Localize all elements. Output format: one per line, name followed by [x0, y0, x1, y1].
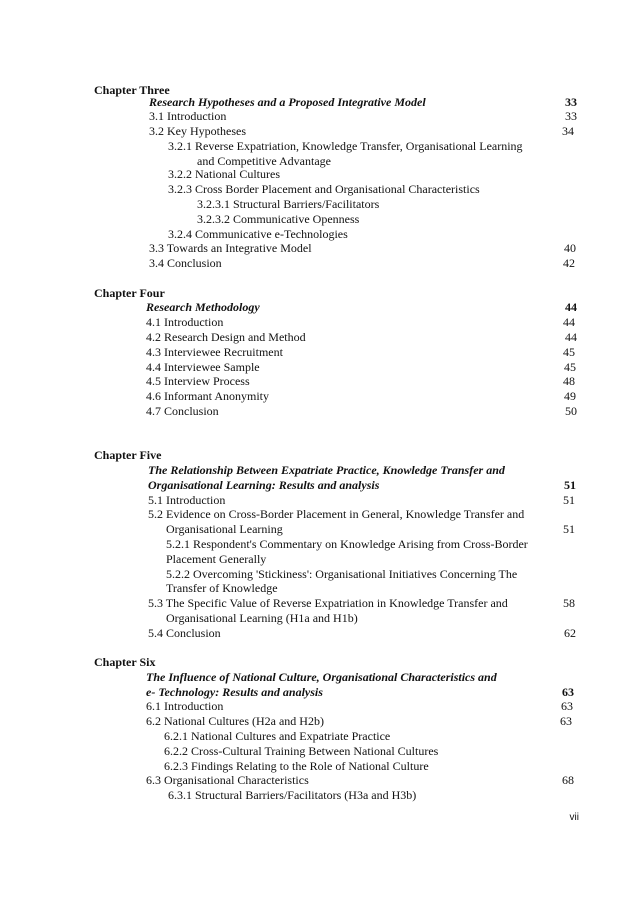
toc-entry-continuation: Organisational Learning (H1a and H1b)	[166, 611, 358, 625]
toc-entry: 3.2 Key Hypotheses	[149, 124, 246, 138]
page-number: 49	[564, 389, 576, 403]
chapter-title: Research Methodology	[146, 300, 260, 314]
page-number: 62	[564, 626, 576, 640]
page-number: 63	[562, 685, 574, 699]
toc-entry: 5.2.1 Respondent's Commentary on Knowledge Arising from Cross-Border	[166, 537, 528, 551]
toc-entry: 5.3 The Specific Value of Reverse Expatriation in Knowledge Transfer and	[148, 596, 508, 610]
toc-entry: 3.2.3.2 Communicative Openness	[197, 212, 360, 226]
toc-entry: 3.2.1 Reverse Expatriation, Knowledge Transfer, Organisational Learning	[168, 139, 523, 153]
toc-entry: 4.7 Conclusion	[146, 404, 219, 418]
toc-entry: 6.1 Introduction	[146, 699, 224, 713]
toc-entry: 3.3 Towards an Integrative Model	[149, 241, 312, 255]
toc-entry: 3.1 Introduction	[149, 109, 227, 123]
chapter-title: Research Hypotheses and a Proposed Integrative Model	[149, 95, 426, 109]
page-number: 51	[564, 478, 576, 492]
page-number: 42	[563, 256, 575, 270]
toc-entry: 5.1 Introduction	[148, 493, 226, 507]
page-number: 58	[563, 596, 575, 610]
page-number: 33	[565, 109, 577, 123]
page-number: 68	[562, 773, 574, 787]
chapter-heading: Chapter Four	[94, 286, 165, 300]
page-number: 44	[563, 315, 575, 329]
toc-entry-continuation: and Competitive Advantage	[197, 154, 331, 168]
toc-entry: 3.2.3 Cross Border Placement and Organisational Characteristics	[168, 182, 480, 196]
page-number: 45	[564, 360, 576, 374]
chapter-heading: Chapter Six	[94, 655, 156, 669]
toc-entry: 6.2.3 Findings Relating to the Role of National Culture	[164, 759, 429, 773]
toc-entry: 4.1 Introduction	[146, 315, 224, 329]
toc-entry: 6.2.1 National Cultures and Expatriate Practice	[164, 729, 391, 743]
toc-entry: 3.4 Conclusion	[149, 256, 222, 270]
page-number: 50	[565, 404, 577, 418]
toc-entry-continuation: Transfer of Knowledge	[166, 581, 278, 595]
toc-entry: 5.2.2 Overcoming 'Stickiness': Organisational Initiatives Concerning The	[166, 567, 518, 581]
page-number: 51	[563, 493, 575, 507]
toc-entry: 6.2.2 Cross-Cultural Training Between National Cultures	[164, 744, 439, 758]
page-number: 44	[565, 300, 577, 314]
chapter-title-continuation: e- Technology: Results and analysis	[146, 685, 323, 699]
toc-entry-continuation: Organisational Learning	[166, 522, 283, 536]
toc-entry: 4.6 Informant Anonymity	[146, 389, 269, 403]
page-number: 63	[561, 699, 573, 713]
chapter-heading: Chapter Three	[94, 83, 170, 97]
chapter-heading: Chapter Five	[94, 448, 162, 462]
page-number: 48	[563, 374, 575, 388]
toc-entry: 4.3 Interviewee Recruitment	[146, 345, 283, 359]
toc-entry: 5.2 Evidence on Cross-Border Placement in General, Knowledge Transfer and	[148, 507, 525, 521]
page-number: 34	[562, 124, 574, 138]
toc-entry: 5.4 Conclusion	[148, 626, 221, 640]
page-number: 33	[565, 95, 577, 109]
toc-entry: 6.3 Organisational Characteristics	[146, 773, 309, 787]
page-number: 45	[563, 345, 575, 359]
footer-page-number: vii	[569, 812, 579, 823]
toc-entry: 4.5 Interview Process	[146, 374, 250, 388]
toc-entry: 3.2.4 Communicative e-Technologies	[168, 227, 348, 241]
toc-entry-continuation: Placement Generally	[166, 552, 267, 566]
page-number: 44	[565, 330, 577, 344]
toc-entry: 4.4 Interviewee Sample	[146, 360, 260, 374]
toc-entry: 6.3.1 Structural Barriers/Facilitators (H3a and H3b)	[168, 788, 417, 802]
toc-entry: 4.2 Research Design and Method	[146, 330, 306, 344]
page-number: 40	[564, 241, 576, 255]
page-number: 51	[563, 522, 575, 536]
page-number: 63	[560, 714, 572, 728]
chapter-title: The Relationship Between Expatriate Practice, Knowledge Transfer and	[148, 463, 505, 477]
toc-entry: 3.2.3.1 Structural Barriers/Facilitators	[197, 197, 380, 211]
chapter-title: The Influence of National Culture, Organisational Characteristics and	[146, 670, 497, 684]
toc-entry: 3.2.2 National Cultures	[168, 167, 280, 181]
chapter-title-continuation: Organisational Learning: Results and analysis	[148, 478, 380, 492]
toc-entry: 6.2 National Cultures (H2a and H2b)	[146, 714, 324, 728]
